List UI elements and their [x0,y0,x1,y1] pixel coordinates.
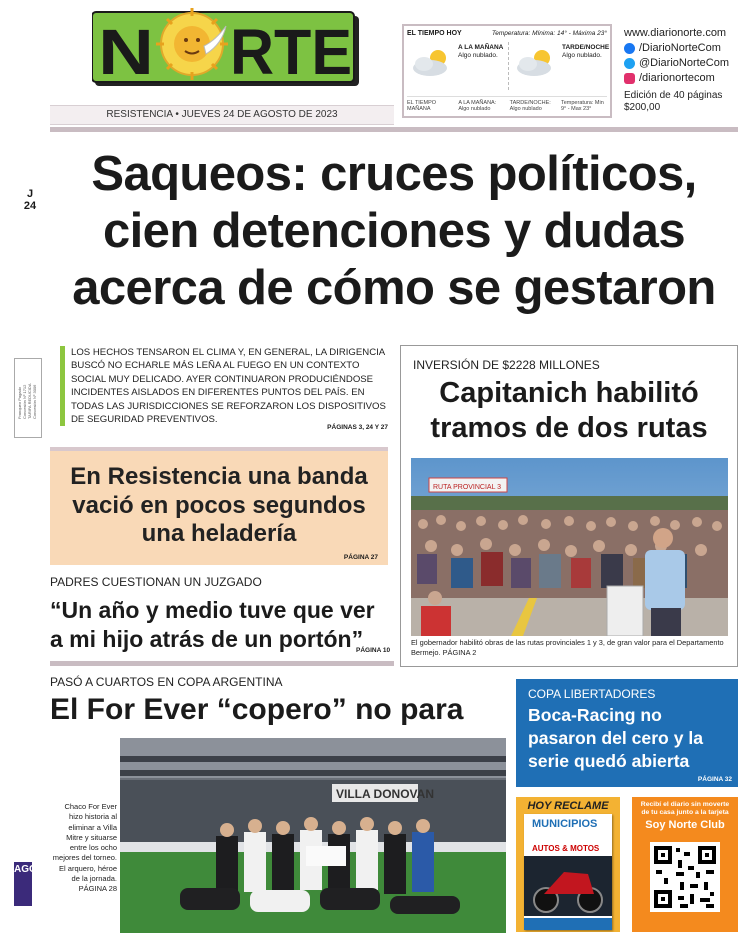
partly-cloudy-icon [512,46,560,80]
libertadores-story[interactable] [516,679,738,787]
postage-line: Concesión Nº 3006 [32,384,37,419]
capitanich-kicker: INVERSIÓN DE $2228 MILLONES [413,358,600,372]
reclame-title: MUNICIPIOS [532,818,598,830]
heladeria-page: PÁGINA 27 [343,554,378,561]
forever-photo-sign: VILLA DONOVAN [336,787,434,801]
main-headline-line2: cien detenciones y dudas [103,204,685,258]
libertadores-title: Boca-Racing no pasaron del cero y la serie quedó abierta [528,705,704,771]
postage-line: Franqueo Pagado [17,386,22,419]
twitter-handle: @DiarioNorteCom [639,57,730,69]
reclame-header: HOY RECLAME [527,800,609,812]
facebook-link[interactable] [624,41,748,56]
padres-page: PÁGINA 10 [356,647,391,654]
weather-tomorrow-evening: TARDE/NOCHE: Algo nublado [509,100,551,112]
reclame-subtitle: AUTOS & MOTOS [532,844,600,853]
weather-evening [510,44,610,90]
month-tab: AGO [14,862,32,906]
edition-price: $200,00 [624,102,661,113]
postage-text [17,384,37,420]
weather-tomorrow-title: EL TIEMPO MAÑANA [407,100,437,112]
forever-headline[interactable]: El For Ever “copero” no para [50,693,464,726]
weather-morning [406,44,506,90]
masthead-divider [50,127,738,132]
libertadores-page: PÁGINA 32 [697,776,732,783]
edition-pages: Edición de 40 páginas [624,90,723,101]
weather-title: EL TIEMPO HOY [407,30,462,37]
norte-logo[interactable] [92,8,362,88]
main-headline-line1: Saqueos: cruces políticos, [91,147,697,201]
heladeria-title: En Resistencia una banda vació en pocos segundos una heladería [70,463,368,547]
main-headline[interactable] [50,146,738,317]
weather-morning-label: A LA MAÑANA [458,44,504,51]
reclame-ad[interactable] [516,797,620,932]
capitanich-title: Capitanich habilitó tramos de dos rutas [430,377,708,444]
libertadores-kicker: COPA LIBERTADORES [528,687,656,701]
capitanich-caption: El gobernador habilitó obras de las rutas provinciales 1 y 3, de gran valor para el Departamento Bermejo. PÁGINA 2 [411,638,724,657]
date-tab-day-letter: J [26,188,34,200]
weather-box [402,24,612,118]
social-links [624,26,748,114]
website-link[interactable]: www.diarionorte.com [624,27,727,39]
forever-photo [120,738,506,933]
main-headline-line3: acerca de cómo se gestaron [72,261,716,315]
weather-temperature: Temperatura: Mínima: 14° - Máxima 23° [491,30,607,37]
edition-info [624,90,748,114]
qr-code-graphic [650,842,720,912]
date-tab [22,188,38,212]
svg-text:RTE: RTE [230,16,352,88]
forever-caption: Chaco For Ever hizo historia al eliminar a Villa Mitre y situarse entre los ocho mejores del torneo. El arquero, héroe de la jornada. PÁGINA 28 [52,802,117,894]
norte-logo-graphic [92,8,362,88]
facebook-icon [624,43,635,54]
postage-stamp [14,358,42,438]
postage-line: Concesión Nº 1712 [22,384,27,419]
weather-evening-label: TARDE/NOCHE [562,44,610,51]
weather-tomorrow-morning: A LA MAÑANA: Algo nublado [458,100,497,112]
instagram-link[interactable] [624,71,748,86]
partly-cloudy-icon [408,46,456,80]
padres-kicker: PADRES CUESTIONAN UN JUZGADO [50,575,262,589]
lead-paragraph: LOS HECHOS TENSARON EL CLIMA Y, EN GENERAL, LA DIRIGENCIA BUSCÓ NO ECHARLE MÁS LEÑA AL FUEGO EN UN CONTEXTO SOCIAL MUY DELICADO. AYER CONTINUARON PRODUCIÉNDOSE INCIDENTES AISLADOS EN DIFERENTES PUNTOS DEL PAÍS. EN TODAS LAS JURISDICCIONES SE REFORZARON LOS DISPOSITIVOS DE SEGURIDAD PREVENTIVOS. [60,346,388,426]
weather-tomorrow [407,96,607,112]
club-name: Soy Norte Club [645,819,725,831]
twitter-icon [624,58,635,69]
twitter-link[interactable] [624,56,748,71]
weather-tomorrow-temp: Temperatura: Min 9° - Max 23° [560,100,604,112]
instagram-icon [624,73,635,84]
postage-line: TARIFA REDUCIDA [27,383,32,419]
dateline: RESISTENCIA • JUEVES 24 DE AGOSTO DE 2023 [50,105,394,125]
capitanich-photo-banner: RUTA PROVINCIAL 3 [433,484,502,491]
date-tab-day-number: 24 [23,200,37,212]
instagram-handle: /diarionortecom [639,72,715,84]
facebook-handle: /DiarioNorteCom [639,42,721,54]
padres-headline[interactable]: “Un año y medio tuve que ver a mi hijo atrás de un portón” [50,597,375,652]
club-ad[interactable] [632,797,738,932]
weather-morning-value: Algo nublado. [458,52,498,59]
heladeria-story[interactable] [50,447,388,565]
club-text: Recibí el diario sin moverte de tu casa junto a la tarjeta [640,801,730,816]
forever-kicker: PASÓ A CUARTOS EN COPA ARGENTINA [50,675,283,689]
qr-code-icon [650,842,720,912]
forever-photo-graphic [120,738,506,933]
capitanich-photo-graphic [411,458,728,636]
reclame-magazine [524,814,612,930]
section-divider [50,661,394,666]
motorcycle-image [524,814,612,930]
capitanich-photo [411,458,728,636]
capitanich-story[interactable] [400,345,738,667]
weather-evening-value: Algo nublado. [562,52,602,59]
lead-pages: PÁGINAS 3, 24 Y 27 [327,424,388,431]
svg-text:N: N [98,16,154,88]
